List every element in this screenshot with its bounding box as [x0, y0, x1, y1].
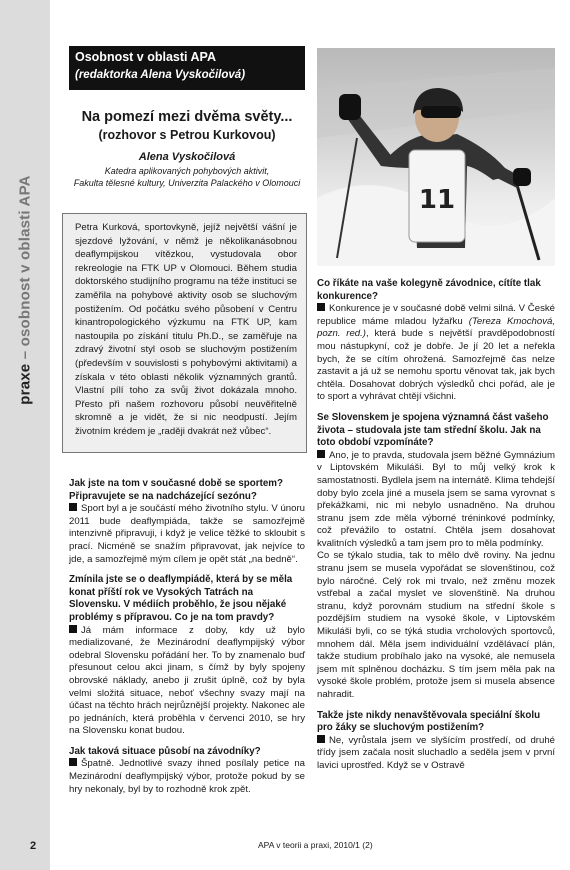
- section-label-praxe: praxe: [16, 363, 34, 405]
- answer-4-text-a: Konkurence je v současné době velmi silná. V České republice máme mladou lyžařku: [317, 303, 555, 327]
- answer-2: [69, 625, 305, 738]
- question-1: Jak jste na tom v současné době se sportem? Připravujete se na nadcházející sezónu?: [69, 478, 283, 502]
- sidebar-strip: [0, 0, 50, 870]
- answer-marker-icon: [317, 735, 325, 743]
- author-affiliation: [60, 165, 314, 189]
- section-header-box: [69, 46, 305, 90]
- answer-marker-icon: [69, 758, 77, 766]
- bib-number: 11: [418, 185, 456, 215]
- question-2: Zmínila jste se o deaflympiádě, která by se měla konat příští rok ve Vysokých Tatrách na Slovensku. V médiích proběhlo, že jsou nějaké problémy s přípravou. Co je na tom pravdy?: [69, 574, 293, 623]
- answer-marker-icon: [317, 303, 325, 311]
- question-6: Takže jste nikdy nenavštěvovala speciální školu pro žáky se sluchovým postižením?: [317, 709, 541, 734]
- answer-5: [317, 450, 555, 551]
- answer-marker-icon: [317, 450, 325, 458]
- answer-marker-icon: [69, 625, 77, 633]
- article-subtitle: (rozhovor s Petrou Kurkovou): [98, 128, 276, 142]
- affiliation-line-1: Katedra aplikovaných pohybových aktivit,: [104, 166, 270, 176]
- question-4: Co říkáte na vaše kolegyně závodnice, cítíte tlak konkurence?: [317, 278, 541, 302]
- answer-5-continued: Co se týkalo studia, tak to mělo dvě roviny. Na jednu stranu jsem se musela vypořádat se slovenštinou, což bylo náročné. Celý rok mi trvalo, než změnu mozek vstřebal a začal myslet ve slovenštině. Na druhou stranu, když porovnám studium na střední škole s pozdějším studiem na vysoké škole, v Liptovském Mikuláši byli, co se týká studia vrcholových sportovců, mnohem dál. Měla jsem individuální vzdělávací plán, takže studium probíhalo jako na vysoké, ale nemusela jsem mít splněnou docházku. S tím jsem měla pak na vysoké škole problém, protože jsem si musela absence nahradit.: [317, 550, 555, 700]
- abstract-box: [62, 213, 307, 453]
- answer-4-note: (Tereza Kmochová, pozn. red.): [317, 315, 555, 340]
- article-author: Alena Vyskočilová: [138, 151, 236, 163]
- answer-5-text: Ano, je to pravda, studovala jsem běžné Gymnázium v Liptovském Mikuláši. Byl to můj velký krok k samostatnosti. Bydlela jsem na internátě. Klima tehdejší doby bylo zcela jiné a musela jsem se sama vyrovnat s překážkami, nic mi nebylo usnadněno. Na druhou stranu jsem zde měla výborné tréninkové podmínky, což převážilo to ostatní. Chtěla jsem dosahovat kvalitních výsledků a tam jsem pro to měla podmínky.: [317, 449, 555, 549]
- article-title-block: [69, 108, 305, 144]
- answer-6-text: Ne, vyrůstala jsem ve slyšícím prostředí, od druhé třídy jsem začala nosit sluchadlo a seděla jsem v první lavici uprostřed. Když se v Ostravě: [317, 734, 555, 771]
- skier-illustration: [317, 48, 555, 266]
- answer-3: [69, 758, 305, 796]
- journal-footer: APA v teorii a praxi, 2010/1 (2): [258, 840, 373, 850]
- section-label-vertical: [17, 175, 34, 404]
- abstract-text: Petra Kurková, sportovkyně, jejíž největší vášní je sjezdové lyžování, v němž je několikanásobnou deaflympijskou vítězkou, vystudovala obor rekreologie na FTK UP v Olomouci. Během studia doktorského studijního programu na téže instituci se zaměřila na pohybové aktivity osob se sluchovým postižením. Od počátku svého působení v Centru kinantropologického výzkumu na FTK UP, kam nastoupila po získání titulu Ph.D., se zaměřuje na zdravý životní styl osob se sluchovým postižením (především v souvislosti s pohybovými aktivitami) a získala v této oblasti několik významných grantů. Vlastní pílí toho za svůj život dokázala mnoho. Přesto při našem rozhovoru působí neuvěřitelně skromně a je vidět, že si nic neodpustí. Jejím životním krédem je „raději dvakrát než vůbec“.: [75, 222, 297, 437]
- affiliation-line-2: Fakulta tělesné kultury, Univerzita Palackého v Olomouci: [73, 178, 301, 188]
- page-number: 2: [30, 840, 37, 852]
- answer-6: [317, 735, 555, 773]
- question-5: Se Slovenskem je spojena významná část vašeho života – studovala jste tam střední školu. Jak na toto období vzpomínáte?: [317, 411, 549, 449]
- answer-1-text: Sport byl a je součástí mého životního stylu. V únoru 2011 bude deaflympiáda, takže se samozřejmě intenzivně připravuji, i když je velice těžké to skloubit s prací. Nicméně se snažím připravovat, jak nejvíce to jde, a samozřejmě mým cílem je opět stát „na bedně“.: [69, 503, 305, 565]
- section-editor: (redaktorka Alena Vyskočilová): [75, 69, 246, 81]
- left-column-interview: [69, 478, 305, 796]
- right-column-interview: [317, 278, 555, 773]
- section-title: Osobnost v oblasti APA: [75, 50, 216, 64]
- section-label-rest: – osobnost v oblasti APA: [16, 175, 34, 364]
- answer-2-text: Já mám informace z doby, kdy už bylo medializované, že Mezinárodní deaflympijský výbor odebral Slovensku pořádání her. To by znamenalo buď přesunout celou akci jinam, s čímž by byly spojeny obrovské náklady, anebo ji zrušit úplně, což by byla velmi složitá situace, neboť všechny svazy mají na účast na těchto hrách nejrůznější projekty. Nakonec ale po jednáních, která proběhla v červenci 2010, se hry na Slovensku konat budou.: [69, 624, 305, 737]
- answer-4-text-b: , která bude s největší pravděpodobností mou nástupkyní, což je dobře. Je jí 20 let a neřekla bych, že se cítím ohrožená. Samozřejmě čas nelze zastavit a já už se nemohu sportu věnovat tak, jak bych chtěla. Dosahovat dobrých výsledků chci pořád, ale je to sport a vyhrávat chtějí všichni.: [317, 328, 555, 403]
- answer-3-text: Špatně. Jednotlivé svazy ihned posílaly petice na Mezinárodní deaflympijský výbor, protože pokud by se hry nekonaly, byl by to rozhodně krok zpět.: [69, 758, 305, 795]
- answer-4: [317, 303, 555, 404]
- question-3: Jak taková situace působí na závodníky?: [69, 745, 261, 757]
- article-title: Na pomezí mezi dvěma světy...: [81, 109, 293, 125]
- skier-photo: [317, 48, 555, 266]
- answer-1: [69, 503, 305, 566]
- answer-marker-icon: [69, 503, 77, 511]
